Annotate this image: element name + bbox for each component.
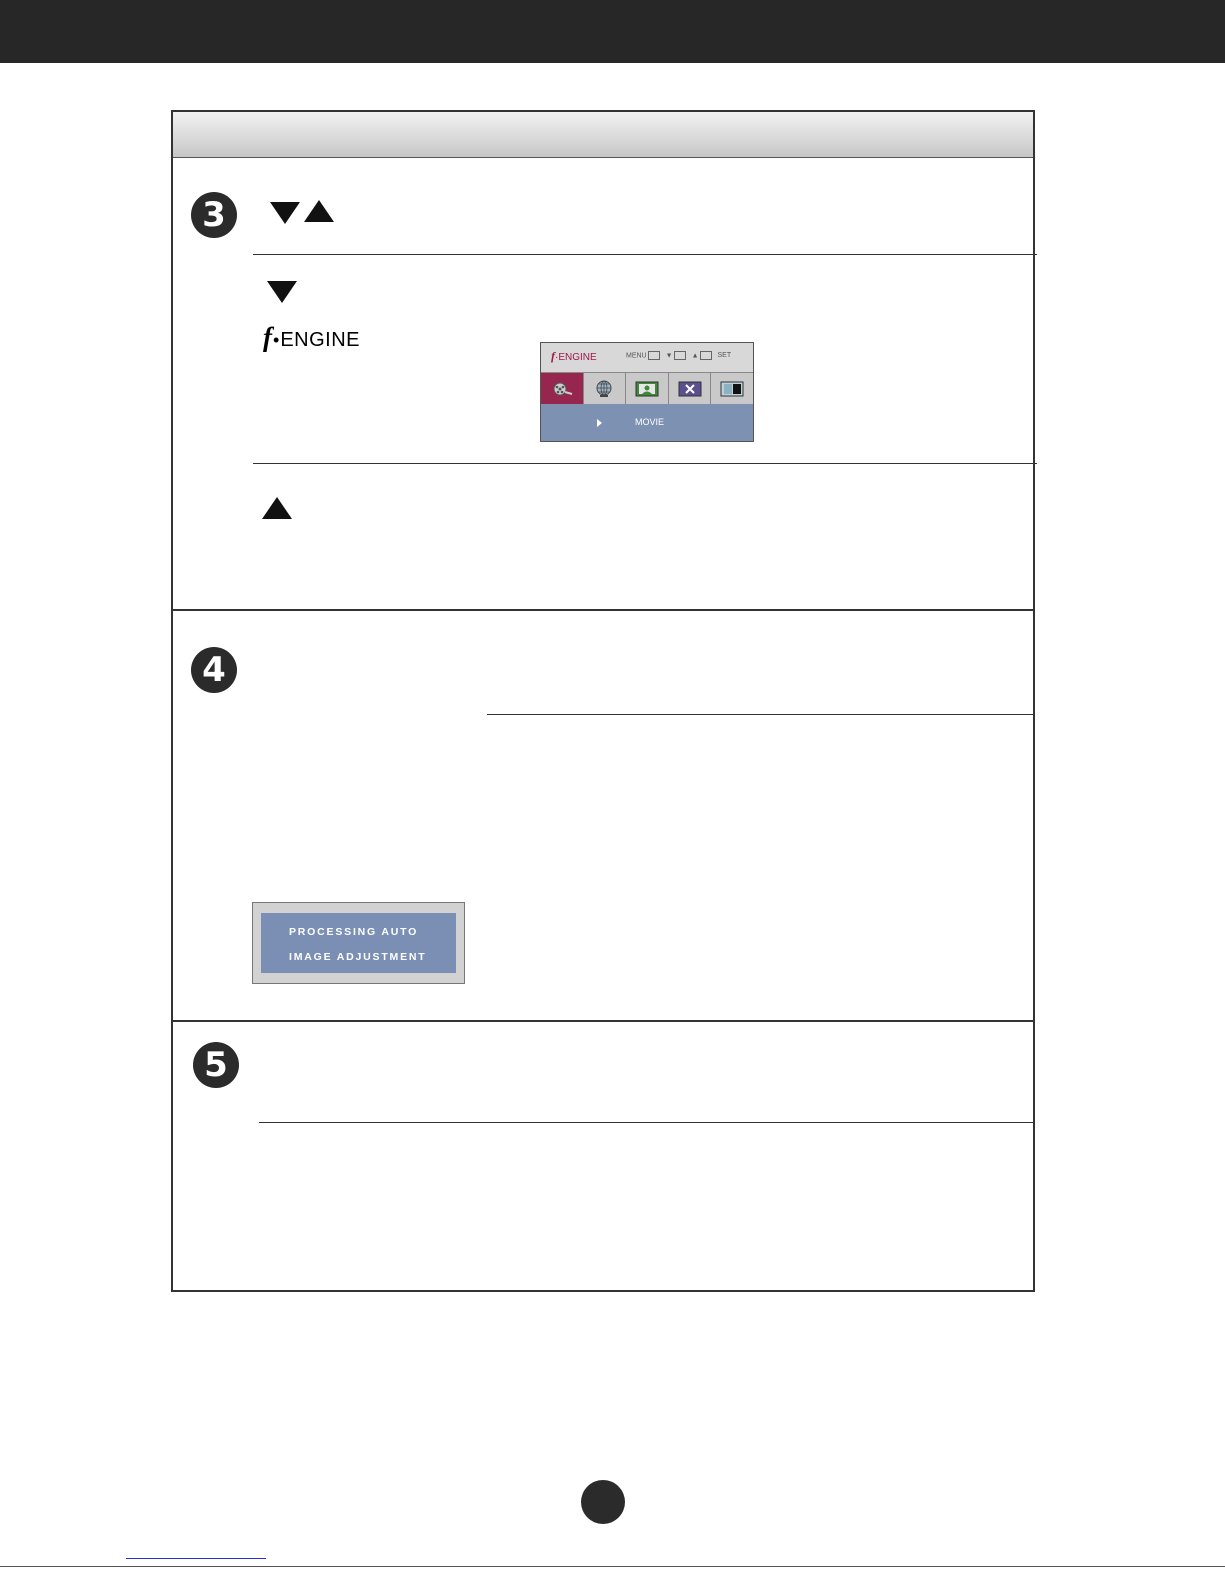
divider xyxy=(253,254,1037,255)
osd-icon-row xyxy=(541,372,753,405)
step-5-number: 5 xyxy=(204,1045,228,1085)
step-3-badge xyxy=(191,192,237,238)
fengine-f: f xyxy=(263,322,272,352)
fengine-dot: • xyxy=(273,330,280,350)
divider xyxy=(259,1122,1035,1123)
panel-header xyxy=(173,112,1033,158)
osd-title xyxy=(551,349,597,364)
divider xyxy=(253,463,1037,464)
section-divider xyxy=(171,609,1035,611)
left-arrow-box-icon xyxy=(674,351,686,360)
processing-line-1: PROCESSING AUTO xyxy=(289,926,419,938)
menu-label: MENU xyxy=(626,352,647,360)
osd-header xyxy=(541,343,753,372)
down-arrow-icon xyxy=(267,281,297,303)
osd-menu xyxy=(540,342,754,442)
movie-reel-icon[interactable] xyxy=(541,373,584,404)
cross-icon[interactable] xyxy=(669,373,712,404)
picture-icon[interactable] xyxy=(626,373,669,404)
internet-globe-icon[interactable] xyxy=(584,373,627,404)
up-arrow-icon xyxy=(304,200,334,222)
footer-line xyxy=(0,1566,1225,1567)
osd-body xyxy=(541,404,753,441)
play-arrow-icon xyxy=(597,419,602,427)
menu-icon xyxy=(648,351,660,360)
osd-title-f: f xyxy=(551,349,555,363)
right-arrow-box-icon xyxy=(700,351,712,360)
fengine-word: ENGINE xyxy=(280,329,360,351)
down-arrow-icon xyxy=(270,202,300,224)
osd-selected-mode: MOVIE xyxy=(635,417,665,427)
osd-controls xyxy=(626,351,731,360)
processing-osd xyxy=(252,902,465,984)
footer-link[interactable] xyxy=(126,1558,266,1559)
step-4-badge xyxy=(191,647,237,693)
menu-control xyxy=(626,351,660,360)
up-arrow-icon xyxy=(262,497,292,519)
top-banner xyxy=(0,0,1225,63)
processing-message xyxy=(261,913,456,973)
contrast-icon[interactable] xyxy=(711,373,753,404)
up-control: ▲ xyxy=(692,351,712,360)
step-3-number: 3 xyxy=(202,195,226,235)
processing-line-2: IMAGE ADJUSTMENT xyxy=(289,951,427,963)
page-number-badge xyxy=(581,1480,625,1524)
instruction-panel xyxy=(171,110,1035,1292)
divider xyxy=(487,714,1035,715)
step-5-badge xyxy=(193,1042,239,1088)
fengine-logo xyxy=(263,322,360,352)
section-divider xyxy=(171,1020,1035,1022)
osd-title-text: ·ENGINE xyxy=(555,352,597,363)
down-control: ▼ xyxy=(666,351,686,360)
step-4-number: 4 xyxy=(202,650,226,690)
set-label: SET xyxy=(717,352,732,359)
